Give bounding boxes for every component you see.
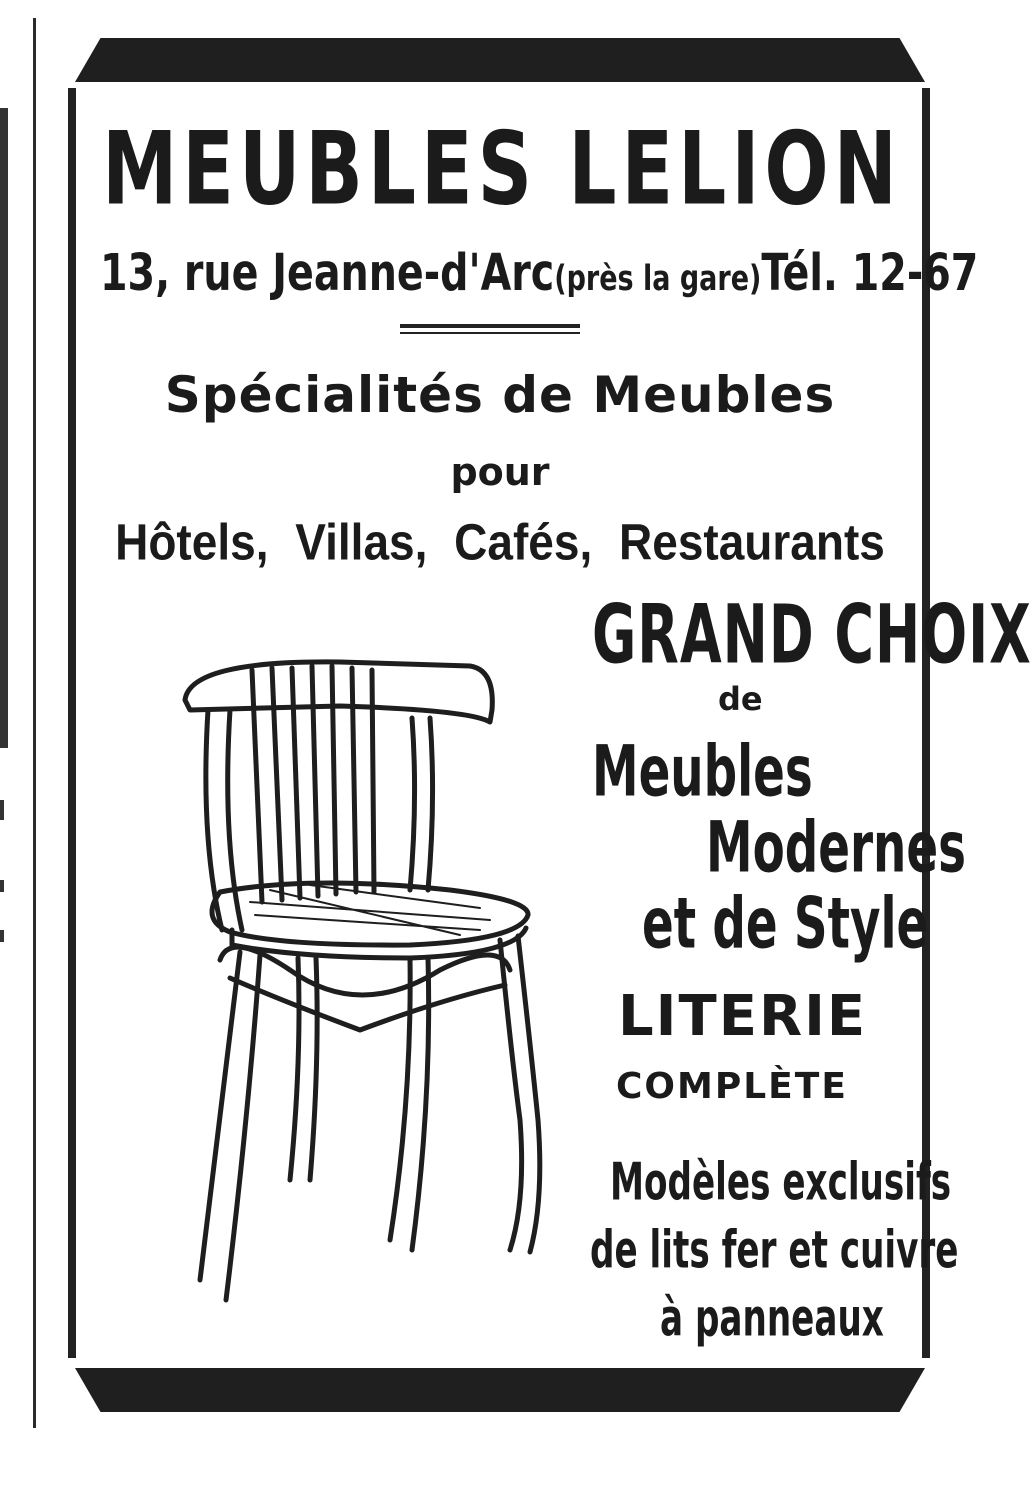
- specialty-heading: Spécialités de Meubles: [164, 366, 836, 424]
- complete-text: COMPLÈTE: [616, 1066, 848, 1107]
- page-column-rule: [33, 18, 36, 1428]
- bentwood-chair-icon: [160, 640, 560, 1340]
- bottom-border-band: [75, 1368, 925, 1412]
- meubles-text: Meubles: [592, 732, 813, 813]
- et-de-style-text: et de Style: [642, 884, 929, 965]
- modernes-text: Modernes: [706, 808, 966, 889]
- ad-title: MEUBLES LELION: [102, 110, 902, 228]
- divider-rule: [400, 324, 580, 328]
- literie-heading: LITERIE: [618, 984, 868, 1049]
- modeles-line-3: à panneaux: [660, 1288, 884, 1348]
- ad-phone: Tél. 12-67: [761, 244, 979, 303]
- specialty-pour: pour: [450, 450, 550, 494]
- divider-rule: [400, 332, 580, 334]
- modeles-line-1: Modèles exclusifs: [610, 1152, 952, 1212]
- margin-mark: [0, 880, 4, 892]
- ad-address-note: (près la gare): [554, 258, 762, 300]
- ad-address: 13, rue Jeanne-d'Arc(près la gare): [100, 244, 762, 303]
- grand-choix-de: de: [718, 680, 763, 718]
- grand-choix-heading: GRAND CHOIX: [592, 588, 1032, 683]
- specialty-list: Hôtels, Villas, Cafés, Restaurants: [115, 513, 885, 571]
- ad-address-line: [100, 244, 979, 303]
- margin-mark: [0, 800, 4, 820]
- margin-mark: [0, 108, 8, 748]
- top-border-band: [75, 38, 925, 82]
- margin-mark: [0, 930, 4, 942]
- modeles-line-2: de lits fer et cuivre: [590, 1220, 959, 1280]
